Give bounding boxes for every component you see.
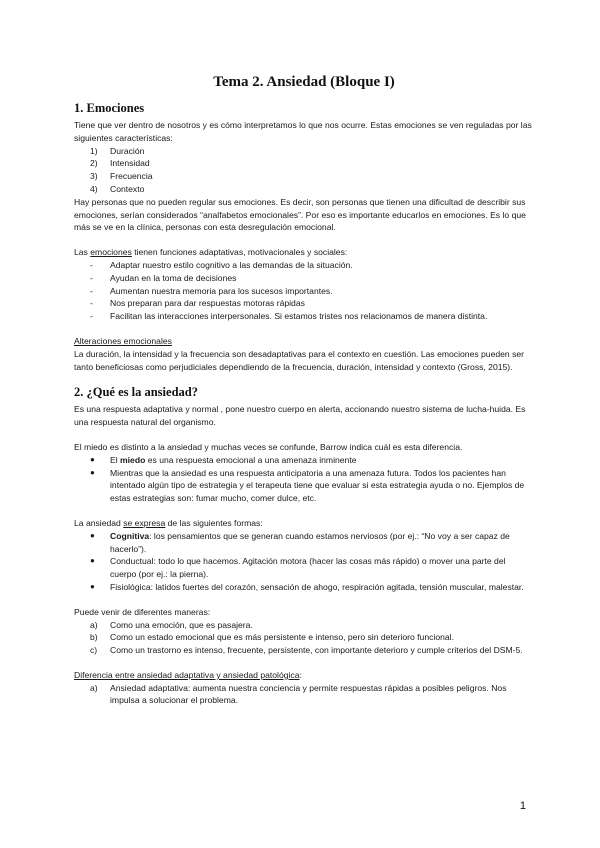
page-title: Tema 2. Ansiedad (Bloque I): [213, 74, 395, 90]
list-item: b) Como un estado emocional que es más persistente e intenso, pero sin deterioro funcional.: [90, 632, 454, 643]
ways-list: [74, 619, 534, 657]
subheading-alteraciones: Alteraciones emocionales: [74, 335, 172, 346]
paragraph-ways-intro: Puede venir de diferentes maneras:: [74, 606, 211, 617]
list-item: ● El miedo es una respuesta emocional a una amenaza inminente: [90, 454, 357, 465]
list-item: - Ayudan en la toma de decisiones: [90, 272, 237, 283]
list-item: ● Mientras que la ansiedad es una respuesta anticipatoria a una amenaza futura. Todos los pacientes han intentado algún tipo de estrategia y el terapeuta tiene que evaluar si esta estrategia ayuda o no. Ejemplos de estas estrategias son: fumar mucho, comer dulce, etc.: [90, 467, 525, 504]
list-item: ● Cognitiva: los pensamientos que se generan cuando estamos nerviosos (por ej.: “No voy a ser capaz de hacerlo”).: [90, 530, 510, 554]
characteristics-list: [74, 145, 534, 196]
paragraph-ansiedad-intro: Es una respuesta adaptativa y normal , pone nuestro cuerpo en alerta, accionando nuestro sistema de lucha-huida. Es una respuesta natural del organismo.: [74, 404, 526, 428]
paragraph-alteraciones: La duración, la intensidad y la frecuencia son desadaptativas para el contexto en cuestión. Las emociones pueden ser tanto beneficiosas como perjudiciales dependiendo de la frecuencia, duración, intensidad y contexto (Gross, 2015).: [74, 348, 525, 372]
paragraph-miedo-intro: El miedo es distinto a la ansiedad y muchas veces se confunde, Barrow indica cuál es esta diferencia.: [74, 441, 463, 452]
functions-list: [74, 259, 534, 323]
paragraph-intro: Tiene que ver dentro de nosotros y es cómo interpretamos lo que nos ocurre. Estas emociones se ven reguladas por las siguientes características:: [74, 120, 532, 143]
paragraph-functions-intro: Las emociones tienen funciones adaptativas, motivacionales y sociales:: [74, 247, 348, 258]
list-item: - Facilitan las interacciones interpersonales. Si estamos tristes nos relacionamos de manera distinta.: [90, 311, 488, 322]
document-page: [74, 74, 534, 707]
diff-list: [74, 682, 534, 708]
miedo-list: [74, 454, 534, 505]
list-item: 2) Intensidad: [90, 158, 150, 169]
section-heading-emociones: 1. Emociones: [74, 101, 145, 115]
expresa-list: [74, 530, 534, 594]
list-item: - Nos preparan para dar respuestas motoras rápidas: [90, 298, 305, 309]
section-heading-ansiedad: 2. ¿Qué es la ansiedad?: [74, 385, 198, 400]
list-item: ● Fisiológica: latidos fuertes del corazón, sensación de ahogo, respiración agitada, tensión muscular, malestar.: [90, 581, 524, 592]
page-number: 1: [519, 800, 526, 812]
list-item: - Aumentan nuestra memoria para los sucesos importantes.: [90, 285, 333, 296]
list-item: 3) Frecuencia: [90, 171, 153, 182]
list-item: 4) Contexto: [90, 183, 145, 194]
paragraph-expresa-intro: La ansiedad se expresa de las siguientes formas:: [74, 517, 263, 528]
paragraph-regulation: Hay personas que no pueden regular sus emociones. Es decir, son personas que tienen una dificultad de describir sus emociones, serían considerados “analfabetos emocionales”. Por eso es importante educarlos en emociones. Es lo que más se ve en la clínica, personas con esta desregulación emocional.: [74, 196, 526, 233]
list-item: ● Conductual: todo lo que hacemos. Agitación motora (hacer las cosas más rápido) o mover una parte del cuerpo (por ej.: la pierna).: [90, 556, 506, 580]
list-item: 1) Duración: [90, 145, 145, 156]
list-item: a) Como una emoción, que es pasajera.: [90, 619, 253, 630]
subheading-diferencia: Diferencia entre ansiedad adaptativa y ansiedad patológica:: [74, 669, 302, 680]
list-item: - Adaptar nuestro estilo cognitivo a las demandas de la situación.: [90, 259, 353, 270]
list-item: a) Ansiedad adaptativa: aumenta nuestra conciencia y permite respuestas rápidas a posibles peligros. Nos impulsa a solucionar el problema.: [90, 682, 507, 706]
list-item: c) Como un trastorno es intenso, frecuente, persistente, con importante deterioro y cumple criterios del DSM-5.: [90, 645, 523, 656]
